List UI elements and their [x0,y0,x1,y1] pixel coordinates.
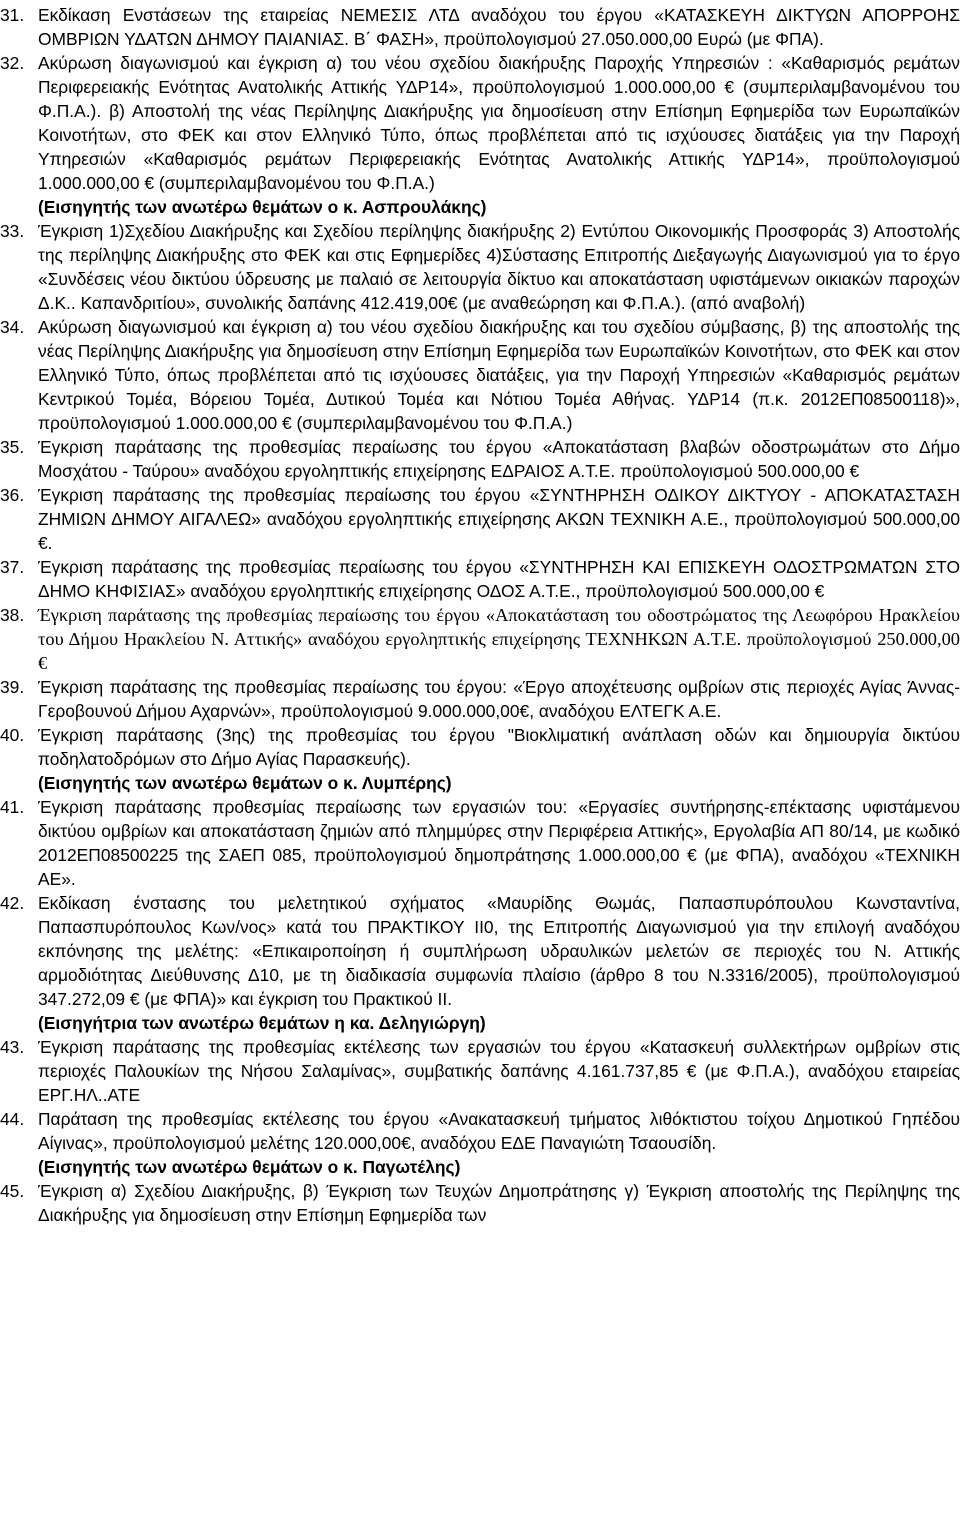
item-number: 35. [0,437,25,457]
item-number: 41. [0,797,25,817]
item-text: Έγκριση παράτασης της προθεσμίας περαίωσης του έργου «Αποκατάσταση του οδοστρώματος της Λεωφόρου Ηρακλείου του Δήμου Ηρακλείου Ν. Αττικής» αναδόχου εργοληπτικής επιχείρησης ΤΕΧΝΗΚΩΝ Α.Τ.Ε. προϋπολογισμού 250.000,00 € [38,605,960,673]
item-text: Ακύρωση διαγωνισμού και έγκριση α) του νέου σχεδίου διακήρυξης Παροχής Υπηρεσιών : «Καθαρισμός ρεμάτων Περιφερειακής Ενότητας Ανατολικής Αττικής ΥΔΡ14», προϋπολογισμού 1.000.000,00 € (συμπεριλαμβανομένου του Φ.Π.Α.). β) Αποστολή της νέας Περίληψης Διακήρυξης για δημοσίευση στην Επίσημη Εφημερίδα των Ευρωπαϊκών Κοινοτήτων, στο ΦΕΚ και στον Ελληνικό Τύπο, όπως προβλέπεται από τις ισχύουσες διατάξεις για την Παροχή Υπηρεσιών «Καθαρισμός ρεμάτων Περιφερειακής Ενότητας Ανατολικής Αττικής ΥΔΡ14», προϋπολογισμού 1.000.000,00 € (συμπεριλαμβανομένου του Φ.Π.Α.) [38,53,960,193]
item-text: Ακύρωση διαγωνισμού και έγκριση α) του νέου σχεδίου διακήρυξης και του σχεδίου σύμβασης, β) της αποστολής της νέας Περίληψης Διακήρυξης για δημοσίευση στην Επίσημη Εφημερίδα των Ευρωπαϊκών Κοινοτήτων, στο ΦΕΚ και στον Ελληνικό Τύπο, όπως προβλέπεται από τις ισχύουσες διατάξεις, για την Παροχή Υπηρεσιών «Καθαρισμός ρεμάτων Κεντρικού Τομέα, Βόρειου Τομέα, Δυτικού Τομέα και Νότιου Τομέα Αθήνας. ΥΔΡ14 (π.κ. 2012ΕΠ08500118)», προϋπολογισμού 1.000.000,00 € (συμπεριλαμβανομένου του Φ.Π.Α.) [38,317,960,433]
agenda-item-42 [0,891,960,1011]
item-number: 45. [0,1181,25,1201]
item-text: Έγκριση παράτασης της προθεσμίας περαίωσης του έργου: «Έργο αποχέτευσης ομβρίων στις περιοχές Αγίας Άννας-Γεροβουνού Δήμου Αχαρνών», προϋπολογισμού 9.000.000,00€, αναδόχου ΕΛΤΕΓΚ Α.Ε. [38,677,960,721]
item-number: 40. [0,725,25,745]
item-text: Έγκριση παράτασης της προθεσμίας περαίωσης του έργου «Αποκατάσταση βλαβών οδοστρωμάτων στο Δήμο Μοσχάτου - Ταύρου» αναδόχου εργοληπτικής επιχείρησης ΕΔΡΑΙΟΣ Α.Τ.Ε. προϋπολογισμού 500.000,00 € [38,437,960,481]
item-number: 36. [0,485,25,505]
item-text: Έγκριση παράτασης της προθεσμίας περαίωσης του έργου «ΣΥΝΤΗΡΗΣΗ ΟΔΙΚΟΥ ΔΙΚΤΥΟΥ - ΑΠΟΚΑΤΑΣΤΑΣΗ ΖΗΜΙΩΝ ΔΗΜΟΥ ΑΙΓΑΛΕΩ» αναδόχου εργοληπτικής επιχείρησης ΑΚΩΝ ΤΕΧΝΙΚΗ Α.Ε., προϋπολογισμού 500.000,00 €. [38,485,960,553]
rapporteur-note: (Εισηγητής των ανωτέρω θεμάτων ο κ. Λυμπέρης) [38,773,452,793]
item-number: 43. [0,1037,25,1057]
item-number: 32. [0,53,25,73]
item-text: Έγκριση παράτασης προθεσμίας περαίωσης των εργασιών του: «Εργασίες συντήρησης-επέκτασης υφιστάμενου δικτύου ομβρίων και αποκατάσταση ζημιών από πλημμύρες στην Περιφέρεια Αττικής», Εργολαβία ΑΠ 80/14, με κωδικό 2012ΕΠ08500225 της ΣΑΕΠ 085, προϋπολογισμού δημοπράτησης 1.000.000,00 € (με ΦΠΑ), αναδόχου «ΤΕΧΝΙΚΗ ΑΕ». [38,797,960,889]
item-text: Εκδίκαση Ενστάσεων της εταιρείας ΝΕΜΕΣΙΣ ΛΤΔ αναδόχου του έργου «ΚΑΤΑΣΚΕΥΗ ΔΙΚΤΥΩΝ ΑΠΟΡΡΟΗΣ ΟΜΒΡΙΩΝ ΥΔΑΤΩΝ ΔΗΜΟΥ ΠΑΙΑΝΙΑΣ. Β΄ ΦΑΣΗ», προϋπολογισμού 27.050.000,00 Ευρώ (με ΦΠΑ). [38,5,960,49]
agenda-item-43 [0,1035,960,1107]
agenda-item-35 [0,435,960,483]
item-number: 38. [0,605,25,625]
item-number: 42. [0,893,25,913]
agenda-item-40 [0,723,960,771]
item-text: Έγκριση παράτασης της προθεσμίας εκτέλεσης των εργασιών του έργου «Κατασκευή συλλεκτήρων ομβρίων στις περιοχές Παλουκίων της Νήσου Σαλαμίνας», συμβατικής δαπάνης 4.161.737,85 € (με Φ.Π.Α.), αναδόχου εταιρείας ΕΡΓ.ΗΛ..ΑΤΕ [38,1037,960,1105]
agenda-item-31 [0,3,960,51]
item-number: 33. [0,221,25,241]
agenda-item-39 [0,675,960,723]
item-text: Έγκριση α) Σχεδίου Διακήρυξης, β) Έγκριση των Τευχών Δημοπράτησης γ) Έγκριση αποστολής της Περίληψης της Διακήρυξης για δημοσίευση στην Επίσημη Εφημερίδα των [38,1181,960,1225]
rapporteur-note: (Εισηγήτρια των ανωτέρω θεμάτων η κα. Δεληγιώργη) [38,1013,486,1033]
agenda-item-33 [0,219,960,315]
item-text: Έγκριση παράτασης (3ης) της προθεσμίας του έργου "Βιοκλιματική ανάπλαση οδών και δημιουργία δικτύου ποδηλατοδρόμων στο Δήμο Αγίας Παρασκευής). [38,725,960,769]
item-number: 34. [0,317,25,337]
item-text: Παράταση της προθεσμίας εκτέλεσης του έργου «Ανακατασκευή τμήματος λιθόκτιστου τοίχου Δημοτικού Γηπέδου Αίγινας», προϋπολογισμού μελέτης 120.000,00€, αναδόχου ΕΔΕ Παναγιώτη Τσαουσίδη. [38,1109,960,1153]
item-number: 44. [0,1109,25,1129]
agenda-item-44 [0,1107,960,1155]
agenda-item-34 [0,315,960,435]
agenda-item-41 [0,795,960,891]
item-text: Εκδίκαση ένστασης του μελετητικού σχήματος «Μαυρίδης Θωμάς, Παπασπυρόπουλου Κωνσταντίνα, Παπασπυρόπουλος Κων/νος» κατά του ΠΡΑΚΤΙΚΟΥ ΙΙ0, της Επιτροπής Διαγωνισμού για την επιλογή αναδόχου εκπόνησης της μελέτης: «Επικαιροποίηση ή συμπλήρωση υδραυλικών μελετών σε περιοχές του Ν. Αττικής αρμοδιότητας Διεύθυνσης Δ10, με τη διαδικασία συμφωνία πλαίσιο (άρθρο 8 του Ν.3316/2005), προϋπολογισμού 347.272,09 € (με ΦΠΑ)» και έγκριση του Πρακτικού ΙΙ. [38,893,960,1009]
agenda-item-32 [0,51,960,195]
item-text: Έγκριση παράτασης της προθεσμίας περαίωσης του έργου «ΣΥΝΤΗΡΗΣΗ ΚΑΙ ΕΠΙΣΚΕΥΗ ΟΔΟΣΤΡΩΜΑΤΩΝ ΣΤΟ ΔΗΜΟ ΚΗΦΙΣΙΑΣ» αναδόχου εργοληπτικής επιχείρησης ΟΔΟΣ Α.Τ.Ε., προϋπολογισμού 500.000,00 € [38,557,960,601]
agenda-item-45 [0,1179,960,1227]
agenda-item-38 [0,603,960,675]
item-number: 37. [0,557,25,577]
item-number: 31. [0,5,25,25]
agenda-item-37 [0,555,960,603]
rapporteur-note: (Εισηγητής των ανωτέρω θεμάτων ο κ. Ασπρουλάκης) [38,197,487,217]
agenda-item-36 [0,483,960,555]
item-text: Έγκριση 1)Σχεδίου Διακήρυξης και Σχεδίου περίληψης διακήρυξης 2) Εντύπου Οικονομικής Προσφοράς 3) Αποστολής της περίληψης Διακήρυξης στο ΦΕΚ και στις Εφημερίδες 4)Σύστασης Επιτροπής Διεξαγωγής Διαγωνισμού για το έργο «Συνδέσεις νέου δικτύου ύδρευσης με παλαιό σε λειτουργία δίκτυο και αποκατάσταση υφιστάμενων οικιακών παροχών Δ.Κ.. Καπανδριτίου», συνολικής δαπάνης 412.419,00€ (με αναθεώρηση και Φ.Π.Α.). (από αναβολή) [38,221,960,313]
item-number: 39. [0,677,25,697]
rapporteur-note: (Εισηγητής των ανωτέρω θεμάτων ο κ. Παγωτέλης) [38,1157,461,1177]
